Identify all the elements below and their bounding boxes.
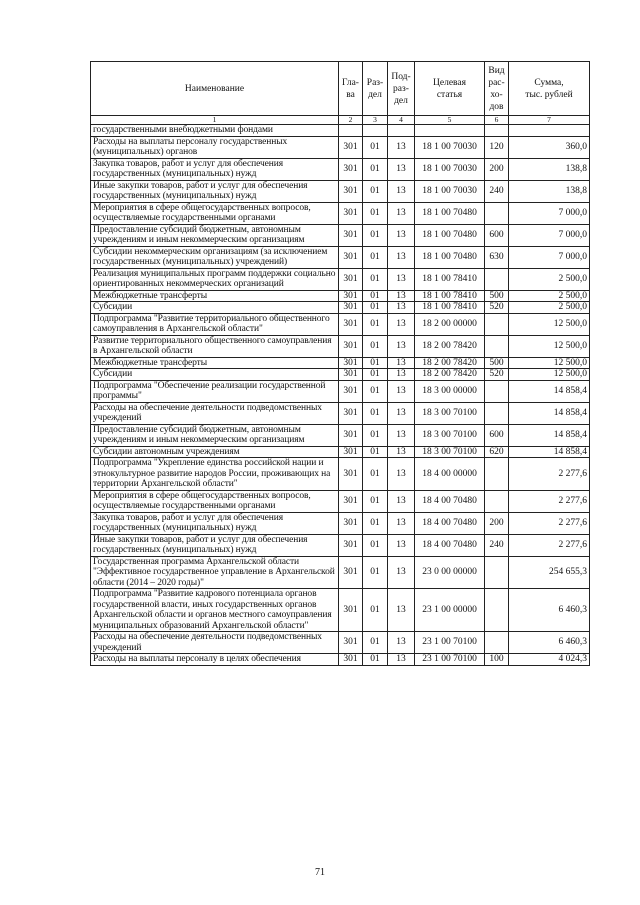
table-row — [91, 290, 590, 302]
cell-summa: 2 500,0 — [509, 268, 590, 290]
cell-razdel: 01 — [363, 335, 388, 357]
cell-razdel: 01 — [363, 290, 388, 302]
cell-summa: 7 000,0 — [509, 202, 590, 224]
cell-name: Развитие территориального общественного самоуправления в Архангельской области — [91, 335, 339, 357]
cell-podrazdel: 13 — [388, 302, 415, 314]
cell-podrazdel: 13 — [388, 136, 415, 158]
cell-summa: 14 858,4 — [509, 446, 590, 458]
table-row — [91, 158, 590, 180]
cell-razdel: 01 — [363, 202, 388, 224]
cell-vid — [485, 125, 509, 137]
cell-summa: 12 500,0 — [509, 335, 590, 357]
column-number: 6 — [485, 116, 509, 125]
header-razdel: Раз- дел — [363, 62, 388, 116]
cell-razdel: 01 — [363, 458, 388, 491]
cell-podrazdel: 13 — [388, 446, 415, 458]
cell-podrazdel: 13 — [388, 490, 415, 512]
cell-summa: 14 858,4 — [509, 424, 590, 446]
table-row — [91, 357, 590, 369]
cell-vid — [485, 268, 509, 290]
cell-summa: 14 858,4 — [509, 402, 590, 424]
cell-podrazdel: 13 — [388, 369, 415, 381]
cell-podrazdel: 13 — [388, 632, 415, 654]
cell-tselevaya: 18 2 00 78420 — [415, 357, 485, 369]
cell-podrazdel: 13 — [388, 589, 415, 632]
table-row — [91, 302, 590, 314]
column-number-row — [91, 116, 590, 125]
cell-tselevaya: 23 1 00 00000 — [415, 589, 485, 632]
table-row — [91, 313, 590, 335]
header-tselevaya: Целевая статья — [415, 62, 485, 116]
cell-tselevaya: 18 1 00 78410 — [415, 290, 485, 302]
cell-vid — [485, 202, 509, 224]
cell-name: Подпрограмма "Укрепление единства российской нации и этнокультурное развитие народов России, проживающих на территории Архангельской области" — [91, 458, 339, 491]
cell-podrazdel: 13 — [388, 290, 415, 302]
table-row — [91, 224, 590, 246]
cell-tselevaya: 23 0 00 00000 — [415, 556, 485, 589]
table-header-row — [91, 62, 590, 116]
cell-summa: 138,8 — [509, 180, 590, 202]
cell-podrazdel: 13 — [388, 512, 415, 534]
cell-glava: 301 — [339, 224, 363, 246]
cell-razdel: 01 — [363, 246, 388, 268]
cell-summa: 138,8 — [509, 158, 590, 180]
table-row — [91, 512, 590, 534]
cell-summa: 4 024,3 — [509, 654, 590, 666]
table-row — [91, 369, 590, 381]
cell-glava: 301 — [339, 136, 363, 158]
cell-name: Субсидии некоммерческим организациям (за исключением государственных (муниципальных) учреждений) — [91, 246, 339, 268]
cell-name: Подпрограмма "Развитие кадрового потенциала органов государственной власти, иных государственных органов Архангельской области и органов местного самоуправления муниципальных образований Архангельской области" — [91, 589, 339, 632]
cell-name: Субсидии — [91, 369, 339, 381]
cell-tselevaya: 18 3 00 70100 — [415, 446, 485, 458]
cell-glava: 301 — [339, 654, 363, 666]
header-name: Наименование — [91, 62, 339, 116]
cell-vid: 630 — [485, 246, 509, 268]
table-row — [91, 136, 590, 158]
cell-vid — [485, 380, 509, 402]
cell-name: Расходы на выплаты персоналу государственных (муниципальных) органов — [91, 136, 339, 158]
cell-glava: 301 — [339, 180, 363, 202]
cell-name: Расходы на выплаты персоналу в целях обеспечения — [91, 654, 339, 666]
cell-razdel: 01 — [363, 313, 388, 335]
cell-tselevaya: 23 1 00 70100 — [415, 654, 485, 666]
cell-razdel: 01 — [363, 158, 388, 180]
cell-glava: 301 — [339, 512, 363, 534]
cell-name: Государственная программа Архангельской области "Эффективное государственное управление в Архангельской области (2014 – 2020 годы)" — [91, 556, 339, 589]
cell-podrazdel: 13 — [388, 335, 415, 357]
cell-name: Подпрограмма "Развитие территориального общественного самоуправления в Архангельской области" — [91, 313, 339, 335]
cell-glava: 301 — [339, 357, 363, 369]
cell-tselevaya: 18 1 00 70030 — [415, 158, 485, 180]
table-row — [91, 335, 590, 357]
cell-podrazdel: 13 — [388, 224, 415, 246]
cell-name: Предоставление субсидий бюджетным, автономным учреждениям и иным некоммерческим организациям — [91, 424, 339, 446]
cell-tselevaya: 18 1 00 70480 — [415, 224, 485, 246]
cell-summa: 2 500,0 — [509, 290, 590, 302]
table-row — [91, 589, 590, 632]
cell-name: Субсидии — [91, 302, 339, 314]
cell-tselevaya: 18 2 00 00000 — [415, 313, 485, 335]
cell-razdel: 01 — [363, 180, 388, 202]
cell-razdel: 01 — [363, 556, 388, 589]
cell-glava: 301 — [339, 202, 363, 224]
cell-glava: 301 — [339, 556, 363, 589]
cell-tselevaya: 18 1 00 70030 — [415, 136, 485, 158]
cell-vid: 520 — [485, 369, 509, 381]
cell-podrazdel: 13 — [388, 313, 415, 335]
cell-razdel: 01 — [363, 136, 388, 158]
cell-podrazdel: 13 — [388, 202, 415, 224]
cell-glava: 301 — [339, 369, 363, 381]
cell-podrazdel: 13 — [388, 424, 415, 446]
cell-glava: 301 — [339, 290, 363, 302]
cell-tselevaya: 18 1 00 70480 — [415, 246, 485, 268]
table-row — [91, 268, 590, 290]
cell-podrazdel: 13 — [388, 268, 415, 290]
cell-glava: 301 — [339, 246, 363, 268]
cell-glava: 301 — [339, 424, 363, 446]
cell-glava: 301 — [339, 313, 363, 335]
cell-razdel: 01 — [363, 302, 388, 314]
cell-tselevaya: 18 1 00 78410 — [415, 268, 485, 290]
cell-vid: 600 — [485, 224, 509, 246]
cell-name: Закупка товаров, работ и услуг для обеспечения государственных (муниципальных) нужд — [91, 512, 339, 534]
cell-summa: 6 460,3 — [509, 632, 590, 654]
column-number: 7 — [509, 116, 590, 125]
cell-podrazdel: 13 — [388, 402, 415, 424]
cell-tselevaya: 18 4 00 70480 — [415, 534, 485, 556]
table-row — [91, 246, 590, 268]
cell-tselevaya: 18 4 00 70480 — [415, 512, 485, 534]
cell-tselevaya: 18 1 00 70030 — [415, 180, 485, 202]
column-number: 1 — [91, 116, 339, 125]
cell-vid — [485, 458, 509, 491]
cell-vid: 620 — [485, 446, 509, 458]
cell-podrazdel: 13 — [388, 380, 415, 402]
cell-tselevaya — [415, 125, 485, 137]
column-number: 3 — [363, 116, 388, 125]
cell-name: Межбюджетные трансферты — [91, 357, 339, 369]
cell-summa: 7 000,0 — [509, 224, 590, 246]
cell-razdel: 01 — [363, 224, 388, 246]
cell-glava: 301 — [339, 446, 363, 458]
cell-podrazdel: 13 — [388, 654, 415, 666]
cell-razdel: 01 — [363, 369, 388, 381]
cell-vid — [485, 632, 509, 654]
cell-glava: 301 — [339, 158, 363, 180]
column-number: 2 — [339, 116, 363, 125]
cell-razdel: 01 — [363, 268, 388, 290]
table-row — [91, 380, 590, 402]
cell-razdel: 01 — [363, 589, 388, 632]
header-podrazdel: Под- раз- дел — [388, 62, 415, 116]
cell-tselevaya: 18 1 00 78410 — [415, 302, 485, 314]
cell-razdel: 01 — [363, 490, 388, 512]
table-row — [91, 446, 590, 458]
cell-name: Расходы на обеспечение деятельности подведомственных учреждений — [91, 402, 339, 424]
cell-razdel: 01 — [363, 446, 388, 458]
cell-name: Реализация муниципальных программ поддержки социально ориентированных некоммерческих организаций — [91, 268, 339, 290]
table-row — [91, 556, 590, 589]
cell-glava: 301 — [339, 380, 363, 402]
cell-tselevaya: 18 1 00 70480 — [415, 202, 485, 224]
cell-vid — [485, 313, 509, 335]
cell-vid — [485, 556, 509, 589]
column-number: 5 — [415, 116, 485, 125]
page-number: 71 — [315, 867, 325, 878]
cell-razdel: 01 — [363, 357, 388, 369]
cell-glava: 301 — [339, 335, 363, 357]
cell-glava: 301 — [339, 458, 363, 491]
cell-vid: 520 — [485, 302, 509, 314]
cell-vid: 500 — [485, 290, 509, 302]
cell-vid — [485, 589, 509, 632]
cell-summa: 12 500,0 — [509, 369, 590, 381]
cell-vid — [485, 402, 509, 424]
cell-vid: 120 — [485, 136, 509, 158]
cell-vid: 200 — [485, 158, 509, 180]
cell-glava: 301 — [339, 402, 363, 424]
cell-name: Расходы на обеспечение деятельности подведомственных учреждений — [91, 632, 339, 654]
cell-summa: 2 500,0 — [509, 302, 590, 314]
cell-vid: 500 — [485, 357, 509, 369]
cell-tselevaya: 18 3 00 00000 — [415, 380, 485, 402]
cell-name: Предоставление субсидий бюджетным, автономным учреждениям и иным некоммерческим организациям — [91, 224, 339, 246]
table-row — [91, 490, 590, 512]
cell-summa: 7 000,0 — [509, 246, 590, 268]
cell-podrazdel: 13 — [388, 246, 415, 268]
cell-name: Межбюджетные трансферты — [91, 290, 339, 302]
table-row — [91, 424, 590, 446]
cell-name: государственными внебюджетными фондами — [91, 125, 339, 137]
cell-name: Закупка товаров, работ и услуг для обеспечения государственных (муниципальных) нужд — [91, 158, 339, 180]
cell-tselevaya: 18 3 00 70100 — [415, 424, 485, 446]
cell-vid: 100 — [485, 654, 509, 666]
cell-name: Мероприятия в сфере общегосударственных вопросов, осуществляемые государственными органами — [91, 202, 339, 224]
cell-summa: 254 655,3 — [509, 556, 590, 589]
cell-summa — [509, 125, 590, 137]
cell-razdel: 01 — [363, 654, 388, 666]
budget-table — [90, 61, 590, 666]
cell-vid — [485, 335, 509, 357]
table-row — [91, 125, 590, 137]
cell-razdel: 01 — [363, 380, 388, 402]
cell-razdel: 01 — [363, 424, 388, 446]
cell-razdel: 01 — [363, 512, 388, 534]
table-row — [91, 202, 590, 224]
cell-summa: 2 277,6 — [509, 534, 590, 556]
cell-razdel: 01 — [363, 534, 388, 556]
cell-name: Подпрограмма "Обеспечение реализации государственной программы" — [91, 380, 339, 402]
header-summa: Сумма, тыс. рублей — [509, 62, 590, 116]
cell-glava: 301 — [339, 632, 363, 654]
cell-tselevaya: 18 3 00 70100 — [415, 402, 485, 424]
cell-summa: 14 858,4 — [509, 380, 590, 402]
cell-tselevaya: 18 4 00 70480 — [415, 490, 485, 512]
cell-glava — [339, 125, 363, 137]
header-vid: Вид рас- хо- дов — [485, 62, 509, 116]
column-number: 4 — [388, 116, 415, 125]
cell-tselevaya: 18 2 00 78420 — [415, 369, 485, 381]
table-row — [91, 534, 590, 556]
cell-name: Субсидии автономным учреждениям — [91, 446, 339, 458]
cell-tselevaya: 18 4 00 00000 — [415, 458, 485, 491]
cell-glava: 301 — [339, 302, 363, 314]
header-glava: Гла- ва — [339, 62, 363, 116]
cell-name: Иные закупки товаров, работ и услуг для обеспечения государственных (муниципальных) нужд — [91, 534, 339, 556]
cell-podrazdel: 13 — [388, 458, 415, 491]
cell-glava: 301 — [339, 589, 363, 632]
cell-summa: 2 277,6 — [509, 490, 590, 512]
cell-vid: 240 — [485, 534, 509, 556]
cell-summa: 12 500,0 — [509, 313, 590, 335]
cell-podrazdel: 13 — [388, 556, 415, 589]
cell-razdel: 01 — [363, 632, 388, 654]
cell-tselevaya: 18 2 00 78420 — [415, 335, 485, 357]
cell-summa: 360,0 — [509, 136, 590, 158]
cell-glava: 301 — [339, 490, 363, 512]
cell-razdel — [363, 125, 388, 137]
table-body — [91, 125, 590, 666]
cell-glava: 301 — [339, 268, 363, 290]
table-row — [91, 180, 590, 202]
cell-summa: 12 500,0 — [509, 357, 590, 369]
table-row — [91, 654, 590, 666]
cell-podrazdel: 13 — [388, 180, 415, 202]
table-row — [91, 632, 590, 654]
cell-podrazdel: 13 — [388, 534, 415, 556]
cell-name: Иные закупки товаров, работ и услуг для обеспечения государственных (муниципальных) нужд — [91, 180, 339, 202]
cell-podrazdel: 13 — [388, 158, 415, 180]
cell-summa: 2 277,6 — [509, 458, 590, 491]
cell-razdel: 01 — [363, 402, 388, 424]
cell-vid: 200 — [485, 512, 509, 534]
cell-podrazdel: 13 — [388, 357, 415, 369]
cell-glava: 301 — [339, 534, 363, 556]
cell-vid: 600 — [485, 424, 509, 446]
cell-name: Мероприятия в сфере общегосударственных вопросов, осуществляемые государственными органами — [91, 490, 339, 512]
cell-podrazdel — [388, 125, 415, 137]
table-row — [91, 458, 590, 491]
cell-vid — [485, 490, 509, 512]
cell-tselevaya: 23 1 00 70100 — [415, 632, 485, 654]
cell-summa: 6 460,3 — [509, 589, 590, 632]
cell-vid: 240 — [485, 180, 509, 202]
table-row — [91, 402, 590, 424]
cell-summa: 2 277,6 — [509, 512, 590, 534]
